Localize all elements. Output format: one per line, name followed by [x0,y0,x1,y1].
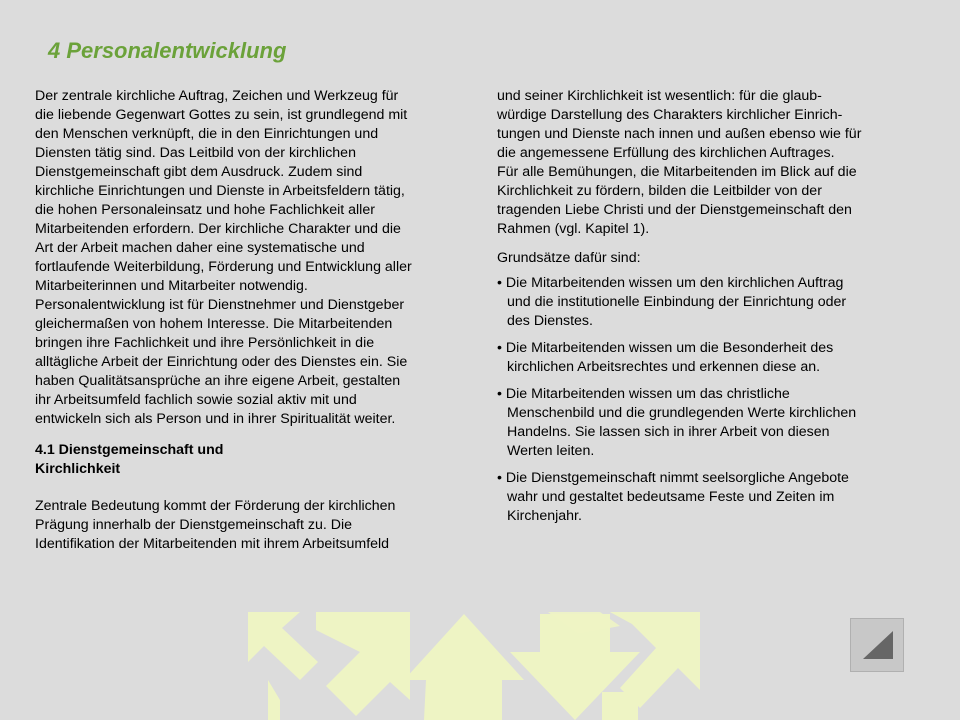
arrow-shape [510,614,640,720]
section-heading: 4.1 Dienstgemeinschaft und Kirchlichkeit [35,442,224,477]
arrow-shape [602,692,638,720]
principles-intro: Grundsätze dafür sind: [497,250,641,266]
bullet-continuation: wahr und gestaltet bedeutsame Feste und Zeiten im Kirchenjahr. [507,489,835,524]
bullet-text: • Die Dienstgemeinschaft nimmt seelsorgliche Angebote [497,470,849,486]
arrow-shape [404,614,524,720]
bullet-continuation: und die institutionelle Einbindung der Einrichtung oder des Dienstes. [507,294,847,329]
page-title: 4 Personalentwicklung [48,38,287,63]
bullet-text: • Die Mitarbeitenden wissen um den kirchlichen Auftrag [497,275,844,291]
bullet-text: • Die Mitarbeitenden wissen um das christliche [497,386,790,402]
list-item [497,469,917,526]
right-column [497,87,917,534]
bullet-continuation: kirchlichen Arbeitsrechtes und erkennen diese an. [507,359,821,375]
left-paragraph-1: Der zentrale kirchliche Auftrag, Zeichen und Werkzeug für die liebende Gegenwart Gottes zu sein, ist grundlegend mit den Menschen verknüpft, die in den Einrichtungen und Diensten tätig sind. Das Leitbild von der kirchlichen Dienstgemeinschaft gibt dem Ausdruck. Zudem sind kirchliche Einrichtungen und Dienste in Arbeitsfeldern tätig, die hohen Personaleinsatz und hohe Fachlichkeit aller Mitarbeitenden erfordern. Der kirchliche Charakter und die Art der Arbeit machen daher eine systematische und fortlaufende Weiterbildung, Förderung und Entwicklung aller Mitarbeiterinnen und Mitarbeiter notwendig. Personalentwicklung ist für Dienstnehmer und Dienstgeber gleichermaßen von hohem Interesse. Die Mitarbeitenden bringen ihre Fachlichkeit und ihre Persönlichkeit in die alltägliche Arbeit der Einrichtung oder des Dienstes ein. Sie haben Qualitätsansprüche an ihre eigene Arbeit, gestalten ihr Arbeitsumfeld fachlich sowie sozial aktiv mit und entwickeln sich als Person und in ihrer Spiritualität weiter. [35,88,412,427]
right-paragraph-1: und seiner Kirchlichkeit ist wesentlich: für die glaub- würdige Darstellung des Charakters kirchlicher Einrich- tungen und Dienste nach innen und außen ebenso wie für die angemessene Erfüllung des kirchlichen Auftrages. Für alle Bemühungen, die Mitarbeitenden im Blick auf die Kirchlichkeit zu fördern, bilden die Leitbilder von der tragenden Liebe Christi und der Dienstgemeinschaft den Rahmen (vgl. Kapitel 1). [497,88,862,237]
arrow-shape [610,612,700,708]
list-item [497,339,917,377]
back-button[interactable] [850,618,904,672]
bullet-text: • Die Mitarbeitenden wissen um die Besonderheit des [497,340,834,356]
bullet-continuation: Menschenbild und die grundlegenden Werte kirchlichen Handelns. Sie lassen sich in ihrer Arbeit von diesen Werten leiten. [507,405,857,459]
left-paragraph-2: Zentrale Bedeutung kommt der Förderung der kirchlichen Prägung innerhalb der Dienstgemeinschaft zu. Die Identifikation der Mitarbeitenden mit ihrem Arbeitsumfeld [35,498,396,552]
list-item [497,385,917,461]
back-triangle-icon [859,629,895,661]
arrow-shape [548,612,620,634]
list-item [497,274,917,331]
arrow-shape [268,680,280,720]
left-column [35,87,475,554]
arrow-shape [248,612,318,680]
arrow-shape [316,612,410,716]
